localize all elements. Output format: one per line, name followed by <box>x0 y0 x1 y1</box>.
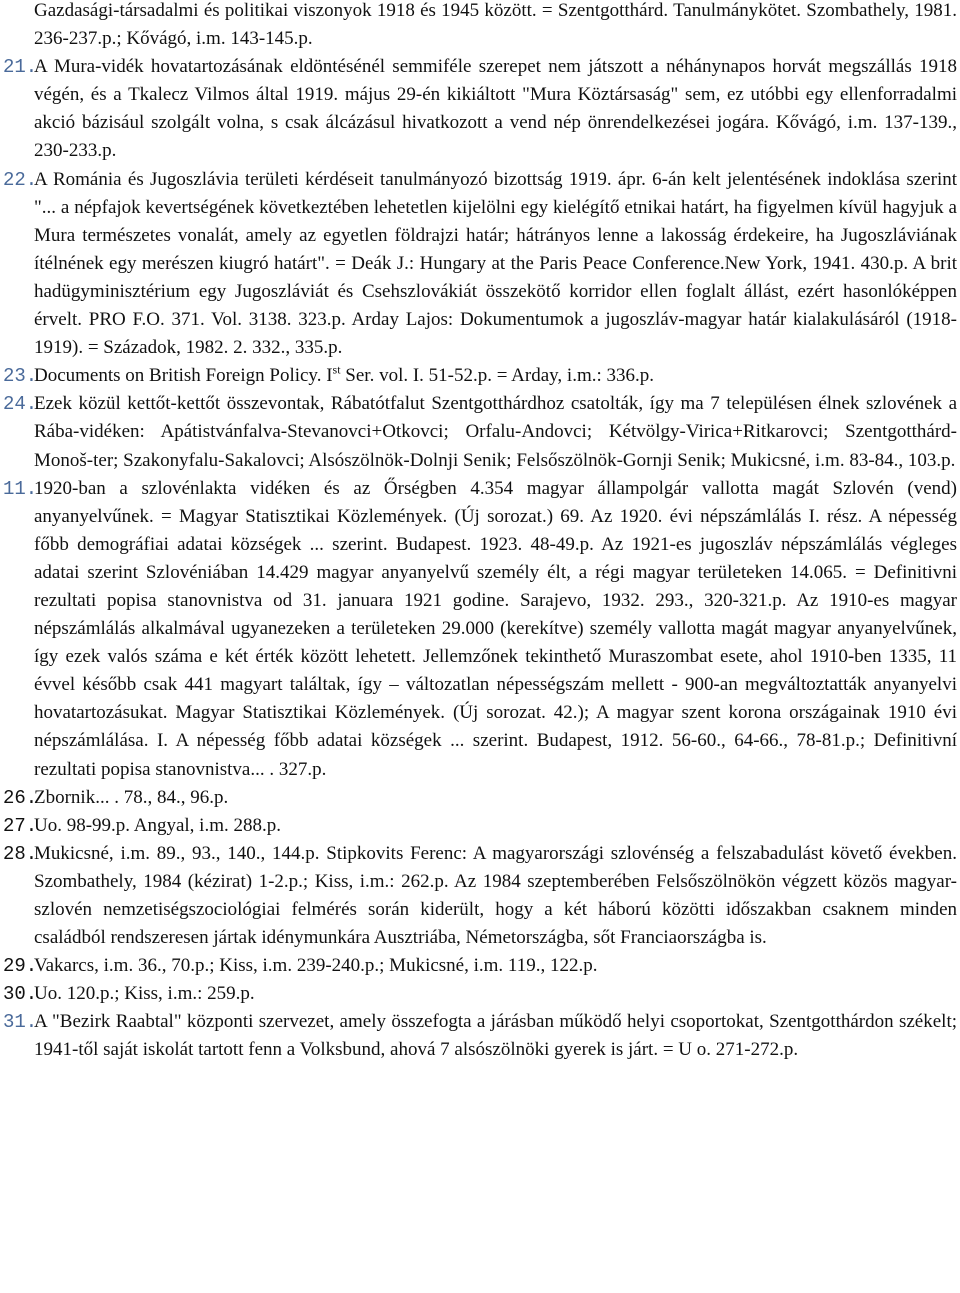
footnote-27 <box>0 812 960 840</box>
footnote-text: Mukicsné, i.m. 89., 93., 140., 144.p. Stipkovits Ferenc: A magyarországi szlovénség a felszabadulást követő években. Szombathely, 1984 (kézirat) 1-2.p.; Kiss, i.m.: 262.p. Az 1984 szeptemberében Felsőszölnökön végzett közös magyar-szlovén nemzetiségszociológiai felmérés során kiderült, hogy a két háború közötti időszakban csaknem minden családból rendszeresen jártak idénymunkára Ausztriába, Németországba, sőt Franciaországba is. <box>34 842 957 949</box>
footnote-text: A Mura-vidék hovatartozásának eldöntésénél semmiféle szerepet nem játszott a néhánynapos horvát megszállás 1918 végén, és a Tkalecz Vilmos által 1919. május 29-én kikiáltott "Mura Köztársaság" sem, ez utóbbi egy ellenforradalmi akció bázisául szolgált volna, s csak álcázásul hivatkozott a vend nép önrendelkezései jogára. Kővágó, i.m. 137-139., 230-233.p. <box>34 56 957 162</box>
footnote-number: 31. <box>3 1011 38 1034</box>
footnote-text: 1920-ban a szlovénlakta vidéken és az Őrségben 4.354 magyar állampolgár vallotta magát Szlovén (vend) anyanyelvűnek. = Magyar Statisztikai Közlemények. (Új sorozat.) 69. Az 1920. évi népszámlálás I. rész. A népesség főbb demográfiai adatai községek ... szerint. Budapest. 1923. 48-49.p. Az 1921-es jugoszláv népszámlálás végleges adatai szerint Szlovéniában 14.429 magyar anyanyelvű személy élt, a régi magyar területeken 14.065. = Definitivni rezultati popisa stanovnistva od 31. januara 1921 godine. Sarajevo, 1932. 293., 320-321.p. Az 1910-es magyar népszámlálás alkalmával ugyanezeken a területeken 29.000 (kerekítve) személy vallotta magát magyar anyanyelvűnek, így ezek valós száma e két érték között lehetett. Jellemzőnek tekinthető Muraszombat esete, ahol 1910-ben 1335, 11 évvel később csak 441 magyart találtak, így – változatlan népességszám mellett - 900-an megváltoztatták anyanyelvi hovatartozásukat. Magyar Statisztikai Közlemények. (Új sorozat. 42.); A magyar szent korona országainak 1910 évi népszámlálása. I. A népesség főbb adatai községek ... szerint. Budapest, 1912. 56-60., 64-66., 78-81.p.; Definitivní rezultati popisa stanovnistva... . 327.p. <box>34 477 957 780</box>
footnote-number: 30. <box>3 983 38 1006</box>
footnote-number: 29. <box>3 955 38 978</box>
footnote-number: 22. <box>3 168 38 191</box>
footnote-28 <box>0 840 960 952</box>
footnote-31 <box>0 1008 960 1064</box>
footnote-21 <box>0 53 960 165</box>
footnote-29 <box>0 952 960 980</box>
footnote-number: 28. <box>3 842 38 865</box>
footnote-text-part: Documents on British Foreign Policy. I <box>34 365 333 387</box>
footnote-text <box>34 362 655 387</box>
footnote-text: Uo. 120.p.; Kiss, i.m.: 259.p. <box>34 983 255 1005</box>
superscript: st <box>332 362 341 377</box>
footnote-text: Vakarcs, i.m. 36., 70.p.; Kiss, i.m. 239-240.p.; Mukicsné, i.m. 119., 122.p. <box>34 955 598 977</box>
footnote-continuation <box>0 0 960 53</box>
footnote-text: Zbornik... . 78., 84., 96.p. <box>34 786 229 808</box>
footnote-number: 27. <box>3 814 38 837</box>
footnote-number: 26. <box>3 786 38 809</box>
footnote-number: 23. <box>3 365 38 388</box>
footnote-text: A Románia és Jugoszlávia területi kérdéseit tanulmányozó bizottság 1919. ápr. 6-án kelt jelentésének indoklása szerint "... a népfajok kevertségének következtében lehetetlen kijelölni egy kielégítő etnikai határt, ha figyelmen kívül hagyjuk a Mura természetes vonalát, amely az egyetlen földrajzi határ; hátrányos lenne a lakosság érdekeire, ha Jugoszláviának ítélnének egy merészen kiugró határt". = Deák J.: Hungary at the Paris Peace Conference.New York, 1941. 430.p. A brit hadügyminisztérium egy Jugoszláviát és Csehszlovákiát összekötő korridor ellen foglalt állást, ezért hasonlóképpen érvelt. PRO F.O. 371. Vol. 3138. 323.p. Arday Lajos: Dokumentumok a jugoszláv-magyar határ kialakulásáról (1918-1919). = Századok, 1982. 2. 332., 335.p. <box>34 168 957 359</box>
footnote-number: 21. <box>3 56 38 79</box>
footnote-24 <box>0 390 960 474</box>
footnote-23 <box>0 362 960 390</box>
footnote-text-part: Ser. vol. I. 51-52.p. = Arday, i.m.: 336.p. <box>340 365 655 387</box>
footnote-text: A "Bezirk Raabtal" központi szervezet, amely összefogta a járásban működő helyi csoportokat, Szentgotthárdon székelt; 1941-től saját iskolát tartott fenn a Volksbund, ahová 7 alsószölnöki gyerek is járt. = U o. 271-272.p. <box>34 1011 957 1061</box>
footnote-number: 11. <box>3 477 38 500</box>
footnote-30 <box>0 980 960 1008</box>
footnote-number: 24. <box>3 393 38 416</box>
footnote-text: Gazdasági-társadalmi és politikai viszonyok 1918 és 1945 között. = Szentgotthárd. Tanulmánykötet. Szombathely, 1981. 236-237.p.; Kővágó, i.m. 143-145.p. <box>34 0 957 50</box>
footnote-26 <box>0 784 960 812</box>
footnote-text: Uo. 98-99.p. Angyal, i.m. 288.p. <box>34 814 281 836</box>
footnote-11 <box>0 475 960 784</box>
footnote-22 <box>0 166 960 363</box>
footnote-text: Ezek közül kettőt-kettőt összevontak, Rábatótfalut Szentgotthárdhoz csatolták, így ma 7 településen élnek szlovének a Rába-vidéken: Apátistvánfalva-Stevanovci+Otkovci; Orfalu-Andovci; Kétvölgy-Virica+Ritkarovci; Szentgotthárd-Monoš-ter; Szakonyfalu-Sakalovci; Alsószölnök-Dolnji Senik; Felsőszölnök-Gornji Senik; Mukicsné, i.m. 83-84., 103.p. <box>34 393 957 471</box>
